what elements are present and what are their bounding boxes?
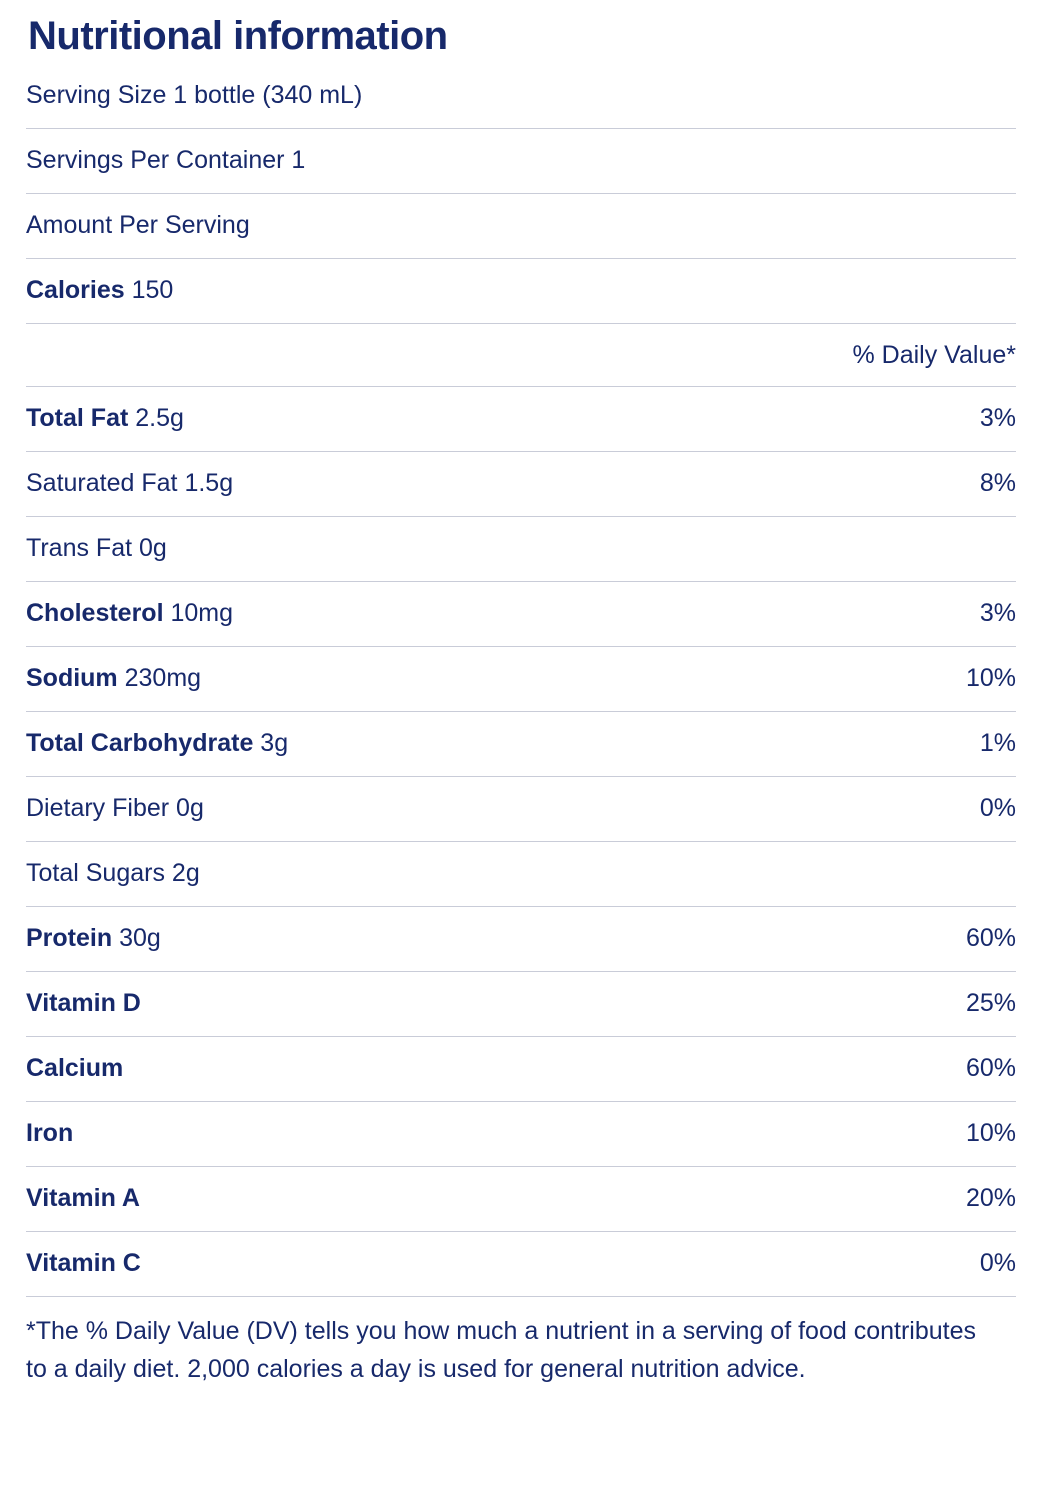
nutrient-label bbox=[26, 663, 201, 694]
nutrient-label bbox=[26, 728, 288, 759]
nutrient-name: Saturated Fat bbox=[26, 469, 178, 497]
nutrient-name: Trans Fat bbox=[26, 534, 133, 562]
table-row bbox=[26, 1248, 1016, 1297]
table-row bbox=[26, 923, 1016, 972]
nutrient-label bbox=[26, 858, 200, 889]
nutrient-name: Total Sugars bbox=[26, 859, 165, 887]
table-row bbox=[26, 728, 1016, 777]
nutrient-amount: 2g bbox=[171, 859, 200, 887]
nutrient-daily-value: 3% bbox=[979, 599, 1016, 627]
nutrient-amount: 0g bbox=[176, 794, 204, 822]
nutrient-amount: 10mg bbox=[170, 599, 234, 627]
nutrient-label bbox=[26, 403, 184, 434]
nutrient-daily-value: 60% bbox=[965, 924, 1016, 952]
nutrient-amount: 0g bbox=[139, 534, 167, 562]
nutrient-amount: 30g bbox=[119, 924, 161, 952]
nutrient-label bbox=[26, 1183, 140, 1214]
table-row bbox=[26, 1118, 1016, 1167]
amount-per-serving-row bbox=[26, 210, 1016, 259]
nutrient-label bbox=[26, 1248, 141, 1279]
table-row bbox=[26, 1183, 1016, 1232]
nutrient-label bbox=[26, 468, 233, 499]
nutrient-daily-value: 10% bbox=[965, 1119, 1016, 1147]
nutrient-label bbox=[26, 1118, 73, 1149]
nutrient-name: Iron bbox=[26, 1119, 74, 1147]
table-row bbox=[26, 1053, 1016, 1102]
daily-value-header: % Daily Value* bbox=[852, 341, 1016, 369]
nutrient-label bbox=[26, 988, 141, 1019]
table-row bbox=[26, 663, 1016, 712]
nutrient-label bbox=[26, 1053, 123, 1084]
nutrient-amount: 2.5g bbox=[135, 404, 184, 432]
amount-per-serving-label: Amount Per Serving bbox=[26, 211, 250, 239]
nutrient-daily-value: 8% bbox=[979, 469, 1016, 497]
nutrient-amount: 3g bbox=[260, 729, 289, 757]
nutrient-daily-value: 25% bbox=[965, 989, 1016, 1017]
nutrition-table bbox=[26, 80, 1016, 1297]
calories-value: 150 bbox=[131, 276, 174, 304]
calories-label bbox=[26, 275, 173, 306]
servings-per-container-label: Servings Per Container 1 bbox=[26, 146, 306, 174]
table-row bbox=[26, 403, 1016, 452]
nutrient-label bbox=[26, 598, 233, 629]
table-row bbox=[26, 598, 1016, 647]
nutrient-name: Vitamin C bbox=[26, 1249, 141, 1277]
nutrient-label bbox=[26, 923, 161, 954]
daily-value-header-row bbox=[26, 340, 1016, 387]
nutrient-daily-value: 20% bbox=[965, 1184, 1016, 1212]
page-title: Nutritional information bbox=[28, 14, 448, 58]
nutrient-name: Protein bbox=[26, 924, 113, 952]
nutrient-name: Vitamin A bbox=[26, 1184, 140, 1212]
serving-size-row bbox=[26, 80, 1016, 129]
table-row bbox=[26, 793, 1016, 842]
serving-size-label: Serving Size 1 bottle (340 mL) bbox=[26, 81, 363, 109]
nutrient-daily-value: 1% bbox=[979, 729, 1016, 757]
nutrient-name: Total Carbohydrate bbox=[26, 729, 254, 757]
daily-value-footnote: *The % Daily Value (DV) tells you how much a nutrient in a serving of food contributes to a daily diet. 2,000 calories a day is used for general nutrition advice. bbox=[26, 1317, 976, 1383]
calories-name: Calories bbox=[26, 276, 125, 304]
nutrient-amount: 1.5g bbox=[184, 469, 234, 497]
nutrient-daily-value: 10% bbox=[965, 664, 1016, 692]
nutrient-name: Vitamin D bbox=[26, 989, 141, 1017]
table-row bbox=[26, 468, 1016, 517]
nutrient-label bbox=[26, 793, 204, 824]
nutrient-rows bbox=[26, 403, 1016, 1297]
nutrient-name: Cholesterol bbox=[26, 599, 164, 627]
servings-per-container-row bbox=[26, 145, 1016, 194]
nutrient-label bbox=[26, 533, 167, 564]
nutrient-name: Sodium bbox=[26, 664, 118, 692]
nutrient-name: Calcium bbox=[26, 1054, 124, 1082]
table-row bbox=[26, 988, 1016, 1037]
calories-row bbox=[26, 275, 1016, 324]
nutrient-daily-value: 0% bbox=[979, 794, 1016, 822]
table-row bbox=[26, 533, 1016, 582]
nutrient-name: Dietary Fiber bbox=[26, 794, 170, 822]
nutrient-daily-value: 0% bbox=[979, 1249, 1016, 1277]
nutrient-daily-value: 3% bbox=[979, 404, 1016, 432]
nutrient-daily-value: 60% bbox=[965, 1054, 1016, 1082]
nutrient-amount: 230mg bbox=[124, 664, 202, 692]
nutrient-name: Total Fat bbox=[26, 404, 129, 432]
table-row bbox=[26, 858, 1016, 907]
